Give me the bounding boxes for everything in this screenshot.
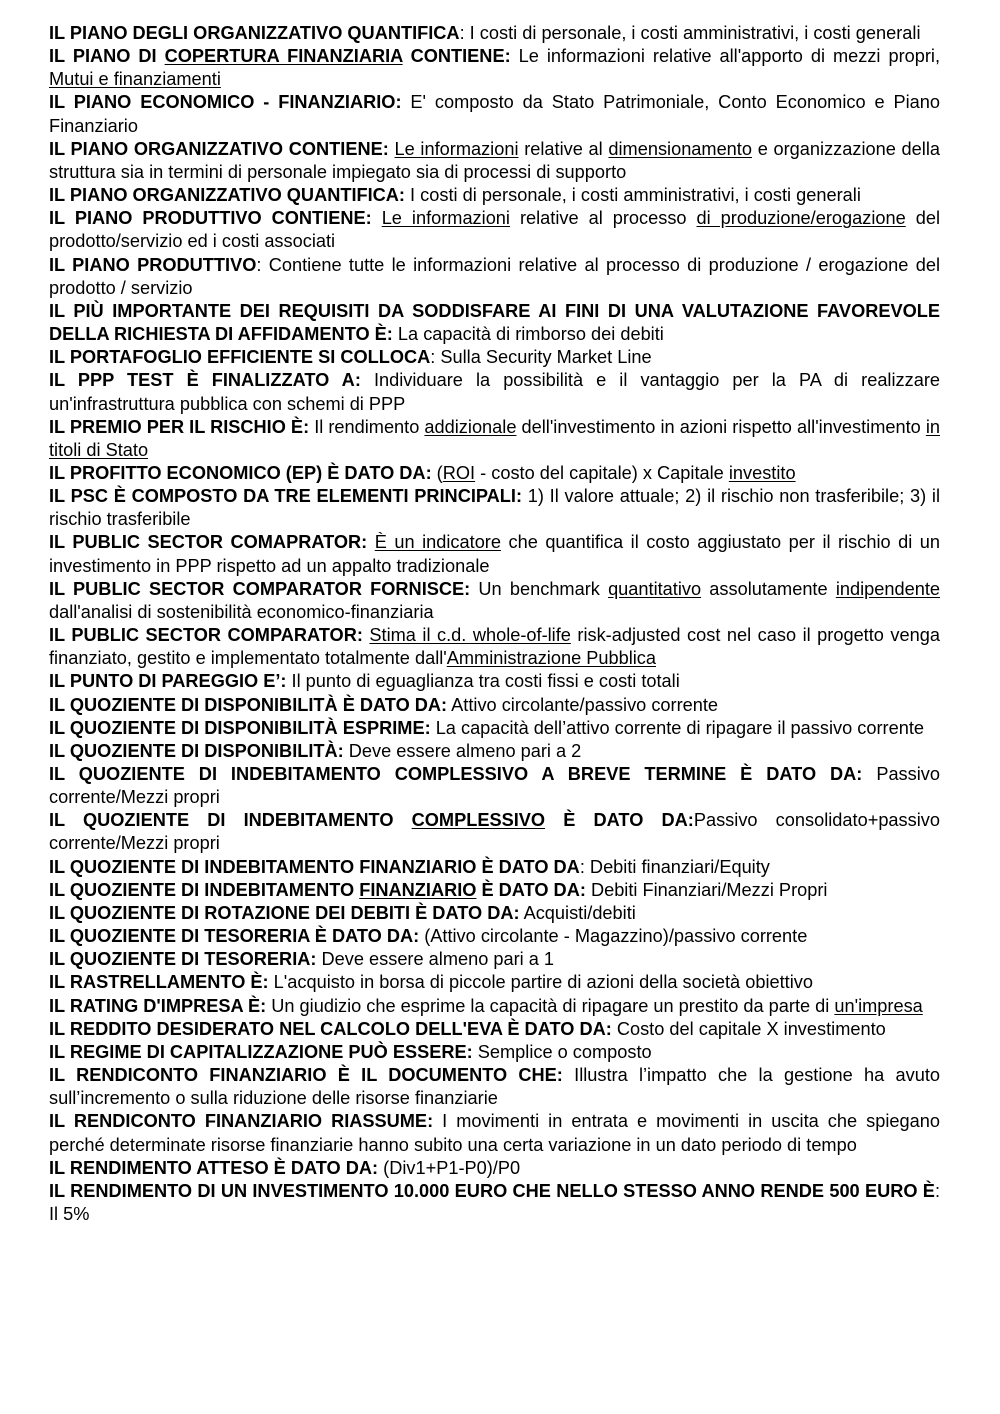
entry-answer <box>405 185 861 205</box>
entry-question <box>49 972 269 992</box>
question-segment: : <box>430 347 436 368</box>
glossary-entry <box>49 624 940 670</box>
answer-segment: I costi di personale, i costi amministrativi, i costi generali <box>405 185 861 206</box>
entry-answer <box>344 741 582 761</box>
answer-segment: risk-adjusted cost nel caso il progetto venga finanziato, gestito e implementato totalmente dall' <box>49 625 940 669</box>
answer-segment: dall'analisi di sostenibilità economico-finanziaria <box>49 601 434 622</box>
entry-answer <box>266 996 923 1016</box>
underlined-term: investito <box>728 462 796 483</box>
entry-question <box>49 1042 473 1062</box>
underlined-term: FINANZIARIO <box>359 879 477 900</box>
glossary-entry <box>49 485 940 531</box>
answer-segment: che quantifica il costo aggiustato per il rischio di un investimento in PPP rispetto ad un appalto tradizionale <box>49 532 940 576</box>
entry-question <box>49 857 585 877</box>
answer-segment: relative al <box>518 138 609 159</box>
glossary-entry <box>49 462 940 485</box>
glossary-entry <box>49 416 940 462</box>
entry-question <box>49 185 405 205</box>
entry-question <box>49 92 402 112</box>
answer-segment: 1) Il valore attuale; 2) il rischio non trasferibile; 3) il rischio trasferibile <box>49 486 940 530</box>
entry-question <box>49 417 309 437</box>
question-segment: IL PORTAFOGLIO EFFICIENTE SI COLLOCA <box>49 347 431 368</box>
entry-question <box>49 486 522 506</box>
answer-segment: Contiene tutte le informazioni relative al processo di produzione / erogazione del prodotto / servizio <box>49 254 940 298</box>
answer-segment: Individuare la possibilità e il vantaggio per la PA di realizzare un'infrastruttura pubblica con schemi di PPP <box>49 370 940 414</box>
answer-segment: Il 5% <box>49 1203 90 1224</box>
question-segment: IL QUOZIENTE DI ROTAZIONE DEI DEBITI È DATO DA: <box>49 902 520 923</box>
answer-segment: Deve essere almeno pari a 2 <box>343 740 582 761</box>
entry-question <box>49 208 372 228</box>
answer-segment: Un giudizio che esprime la capacità di ripagare un prestito da parte di <box>266 995 835 1016</box>
question-segment: : <box>934 1180 940 1201</box>
question-segment: IL REDDITO DESIDERATO NEL CALCOLO DELL'EVA È DATO DA: <box>49 1018 612 1039</box>
question-segment: IL PIANO ORGANIZZATIVO CONTIENE: <box>49 138 389 159</box>
question-segment <box>165 46 403 66</box>
entry-question <box>49 1158 378 1178</box>
glossary-entry <box>49 91 940 137</box>
entry-question <box>49 347 435 367</box>
glossary-entry <box>49 740 940 763</box>
underlined-term: ROI <box>442 462 476 483</box>
question-segment: IL REGIME DI CAPITALIZZAZIONE PUÒ ESSERE: <box>49 1041 473 1062</box>
question-segment: IL PUNTO DI PAREGGIO E’: <box>49 671 287 692</box>
answer-segment: I movimenti in entrata e movimenti in uscita che spiegano perché determinate risorse finanziarie hanno subito una certa variazione in un dato periodo di tempo <box>49 1111 940 1155</box>
underlined-term: COPERTURA FINANZIARIA <box>164 46 403 67</box>
glossary-entry <box>49 531 940 577</box>
entry-answer <box>378 1158 520 1178</box>
glossary-entry <box>49 717 940 740</box>
entry-question <box>49 695 447 715</box>
question-segment: IL PREMIO PER IL RISCHIO È: <box>49 416 310 437</box>
question-segment: IL QUOZIENTE DI TESORERIA: <box>49 949 317 970</box>
entry-question <box>49 255 261 275</box>
entry-question <box>49 370 361 390</box>
glossary-entry <box>49 694 940 717</box>
answer-segment: ( <box>431 462 443 483</box>
answer-segment: I costi di personale, i costi amministrativi, i costi generali <box>464 23 921 43</box>
glossary-entry <box>49 22 940 45</box>
question-segment: IL QUOZIENTE DI INDEBITAMENTO FINANZIARIO È DATO DA <box>49 856 580 877</box>
entry-answer <box>316 949 554 969</box>
underlined-term: indipendente <box>835 578 940 599</box>
question-segment: IL PPP TEST È FINALIZZATO A: <box>49 370 361 391</box>
glossary-entry <box>49 1064 940 1110</box>
glossary-entry <box>49 879 940 902</box>
underlined-term: in titoli di Stato <box>49 416 940 460</box>
entry-answer <box>393 324 664 344</box>
glossary-entry <box>49 948 940 971</box>
answer-segment: Acquisti/debiti <box>519 902 636 923</box>
question-segment: È DATO DA: <box>545 810 694 831</box>
answer-segment: Attivo circolante/passivo corrente <box>447 694 719 715</box>
question-segment: IL PIANO DEGLI ORGANIZZATIVO QUANTIFICA <box>49 23 460 43</box>
question-segment: IL QUOZIENTE DI DISPONIBILITÀ È DATO DA: <box>49 694 448 715</box>
entry-answer <box>520 903 636 923</box>
answer-segment: e organizzazione della struttura sia in termini di personale impiegato sia di processi di supporto <box>49 138 940 182</box>
underlined-term: addizionale <box>424 416 517 437</box>
question-segment: : <box>256 254 262 275</box>
underlined-term: Stima il c.d. whole-of-life <box>369 625 571 646</box>
entry-question <box>49 718 431 738</box>
question-segment: È DATO DA: <box>476 879 586 900</box>
answer-segment: (Div1+P1-P0)/P0 <box>378 1157 521 1178</box>
entry-question <box>49 625 363 645</box>
answer-segment <box>372 208 382 228</box>
entry-answer <box>586 880 828 900</box>
underlined-term: Le informazioni <box>394 138 519 159</box>
entry-question <box>49 23 465 43</box>
answer-segment: Debiti Finanziari/Mezzi Propri <box>585 879 828 900</box>
answer-segment: Illustra l’impatto che la gestione ha avuto sull’incremento o sulla riduzione delle risorse finanziarie <box>49 1065 940 1109</box>
entry-question <box>49 139 389 159</box>
question-segment: IL RATING D'IMPRESA È: <box>49 995 267 1016</box>
entry-answer <box>432 463 796 483</box>
glossary-entry <box>49 995 940 1018</box>
question-segment: IL PIANO ECONOMICO - FINANZIARIO: <box>49 92 402 113</box>
question-segment: IL PIANO PRODUTTIVO CONTIENE: <box>49 208 372 229</box>
answer-segment: Passivo corrente/Mezzi propri <box>49 764 940 808</box>
underlined-term: quantitativo <box>608 578 702 599</box>
question-segment: IL PSC È COMPOSTO DA TRE ELEMENTI PRINCIPALI: <box>49 486 523 507</box>
question-segment: CONTIENE: <box>402 46 511 67</box>
question-segment: IL QUOZIENTE DI INDEBITAMENTO <box>49 810 412 831</box>
question-segment: : <box>459 23 465 43</box>
underlined-term: di produzione/erogazione <box>696 208 906 229</box>
answer-segment: Un benchmark <box>470 578 609 599</box>
underlined-term: un'impresa <box>834 995 923 1016</box>
entry-question <box>49 996 266 1016</box>
entry-question <box>49 671 286 691</box>
glossary-entry <box>49 902 940 925</box>
answer-segment: L'acquisto in borsa di piccole partire di azioni della società obiettivo <box>268 972 813 993</box>
underlined-term: Le informazioni <box>381 208 510 229</box>
entry-question <box>49 926 419 946</box>
question-segment: IL RENDIMENTO ATTESO È DATO DA: <box>49 1157 379 1178</box>
question-segment: IL QUOZIENTE DI DISPONIBILITÀ: <box>49 740 344 761</box>
glossary-entry <box>49 300 940 346</box>
entry-question <box>49 532 367 552</box>
answer-segment: - costo del capitale) x Capitale <box>475 462 729 483</box>
entry-question <box>49 46 511 66</box>
glossary-entry <box>49 1041 940 1064</box>
glossary-entry <box>49 670 940 693</box>
question-segment: IL RENDICONTO FINANZIARIO È IL DOCUMENTO CHE: <box>49 1065 563 1086</box>
question-segment: IL QUOZIENTE DI TESORERIA È DATO DA: <box>49 926 420 947</box>
entry-question <box>49 949 316 969</box>
underlined-term: È un indicatore <box>374 532 501 553</box>
question-segment: IL PIÙ IMPORTANTE DEI REQUISITI DA SODDISFARE AI FINI DI UNA VALUTAZIONE FAVOREVOLE DELLA RICHIESTA DI AFFIDAMENTO È: <box>49 300 940 345</box>
answer-segment: Sulla Security Market Line <box>435 347 652 368</box>
glossary-entry <box>49 184 940 207</box>
glossary-entry <box>49 369 940 415</box>
question-segment: IL PUBLIC SECTOR COMPARATOR: <box>49 625 363 646</box>
glossary-entry <box>49 138 940 184</box>
question-segment: IL PUBLIC SECTOR COMAPRATOR: <box>49 532 368 553</box>
underlined-term: Mutui e finanziamenti <box>49 69 221 90</box>
answer-segment: Passivo consolidato+passivo corrente/Mezzi propri <box>49 810 940 854</box>
entry-question <box>49 1111 433 1131</box>
glossary-entry <box>49 346 940 369</box>
entry-question <box>49 1181 940 1201</box>
question-segment <box>359 880 476 900</box>
underlined-term: COMPLESSIVO <box>411 810 546 831</box>
question-segment: IL RASTRELLAMENTO È: <box>49 972 269 993</box>
entry-answer <box>612 1019 886 1039</box>
glossary-entry <box>49 1018 940 1041</box>
answer-segment: Le informazioni relative all'apporto di mezzi propri, <box>510 46 941 67</box>
question-segment <box>412 810 545 830</box>
entry-question <box>49 1065 563 1085</box>
entry-question <box>49 903 520 923</box>
entry-answer <box>585 857 770 877</box>
question-segment: IL RENDICONTO FINANZIARIO RIASSUME: <box>49 1111 434 1132</box>
question-segment: IL PIANO PRODUTTIVO <box>49 254 257 275</box>
entry-answer <box>431 718 924 738</box>
answer-segment: Costo del capitale X investimento <box>611 1018 886 1039</box>
answer-segment: Il rendimento <box>309 416 425 437</box>
answer-segment: Il punto di eguaglianza tra costi fissi e costi totali <box>286 671 680 692</box>
entry-answer <box>286 671 679 691</box>
glossary-entry <box>49 809 940 855</box>
question-segment: IL PROFITTO ECONOMICO (EP) È DATO DA: <box>49 462 432 483</box>
question-segment: : <box>579 856 585 877</box>
entry-answer <box>269 972 813 992</box>
answer-segment: La capacità di rimborso dei debiti <box>392 324 664 345</box>
question-segment: IL PIANO DI <box>49 46 165 67</box>
glossary-entry <box>49 254 940 300</box>
answer-segment: dell'investimento in azioni rispetto all'investimento <box>516 416 926 437</box>
answer-segment <box>367 532 375 552</box>
entry-answer <box>465 23 921 43</box>
answer-segment: E' composto da Stato Patrimoniale, Conto Economico e Piano Finanziario <box>49 92 941 136</box>
answer-segment: relative al processo <box>509 208 697 229</box>
entry-answer <box>435 347 651 367</box>
question-segment: IL QUOZIENTE DI INDEBITAMENTO <box>49 879 360 900</box>
glossary-entry <box>49 578 940 624</box>
answer-segment: Debiti finanziari/Equity <box>584 856 770 877</box>
glossary-entry <box>49 1110 940 1156</box>
question-segment: IL QUOZIENTE DI INDEBITAMENTO COMPLESSIVO A BREVE TERMINE È DATO DA: <box>49 764 863 784</box>
glossary-entry <box>49 763 940 809</box>
glossary-entry <box>49 925 940 948</box>
answer-segment: del prodotto/servizio ed i costi associati <box>49 208 940 252</box>
answer-segment: assolutamente <box>701 578 836 599</box>
entry-question <box>49 579 470 599</box>
question-segment: IL RENDIMENTO DI UN INVESTIMENTO 10.000 EURO CHE NELLO STESSO ANNO RENDE 500 EURO È <box>49 1180 935 1201</box>
entry-question <box>49 1019 612 1039</box>
entry-answer <box>419 926 807 946</box>
answer-segment: Deve essere almeno pari a 1 <box>316 949 555 970</box>
entry-question <box>49 810 694 830</box>
glossary-entry <box>49 1180 940 1226</box>
entry-answer <box>473 1042 652 1062</box>
entry-answer <box>447 695 718 715</box>
question-segment: IL QUOZIENTE DI DISPONIBILITÀ ESPRIME: <box>49 717 431 738</box>
answer-segment: Semplice o composto <box>472 1041 652 1062</box>
answer-segment: (Attivo circolante - Magazzino)/passivo corrente <box>419 926 808 947</box>
underlined-term: Amministrazione Pubblica <box>446 648 657 669</box>
glossary-entry <box>49 207 940 253</box>
entry-question <box>49 463 432 483</box>
answer-segment: La capacità dell’attivo corrente di ripagare il passivo corrente <box>430 717 924 738</box>
question-segment: IL PIANO ORGANIZZATIVO QUANTIFICA: <box>49 185 405 206</box>
glossary-entry <box>49 45 940 91</box>
underlined-term: dimensionamento <box>608 138 752 159</box>
entry-question <box>49 880 586 900</box>
glossary-entry <box>49 856 940 879</box>
glossary-entry <box>49 971 940 994</box>
question-segment: IL PUBLIC SECTOR COMPARATOR FORNISCE: <box>49 578 471 599</box>
entry-answer <box>49 1204 89 1224</box>
glossary-entry <box>49 1157 940 1180</box>
entry-question <box>49 741 344 761</box>
entry-question <box>49 764 862 784</box>
